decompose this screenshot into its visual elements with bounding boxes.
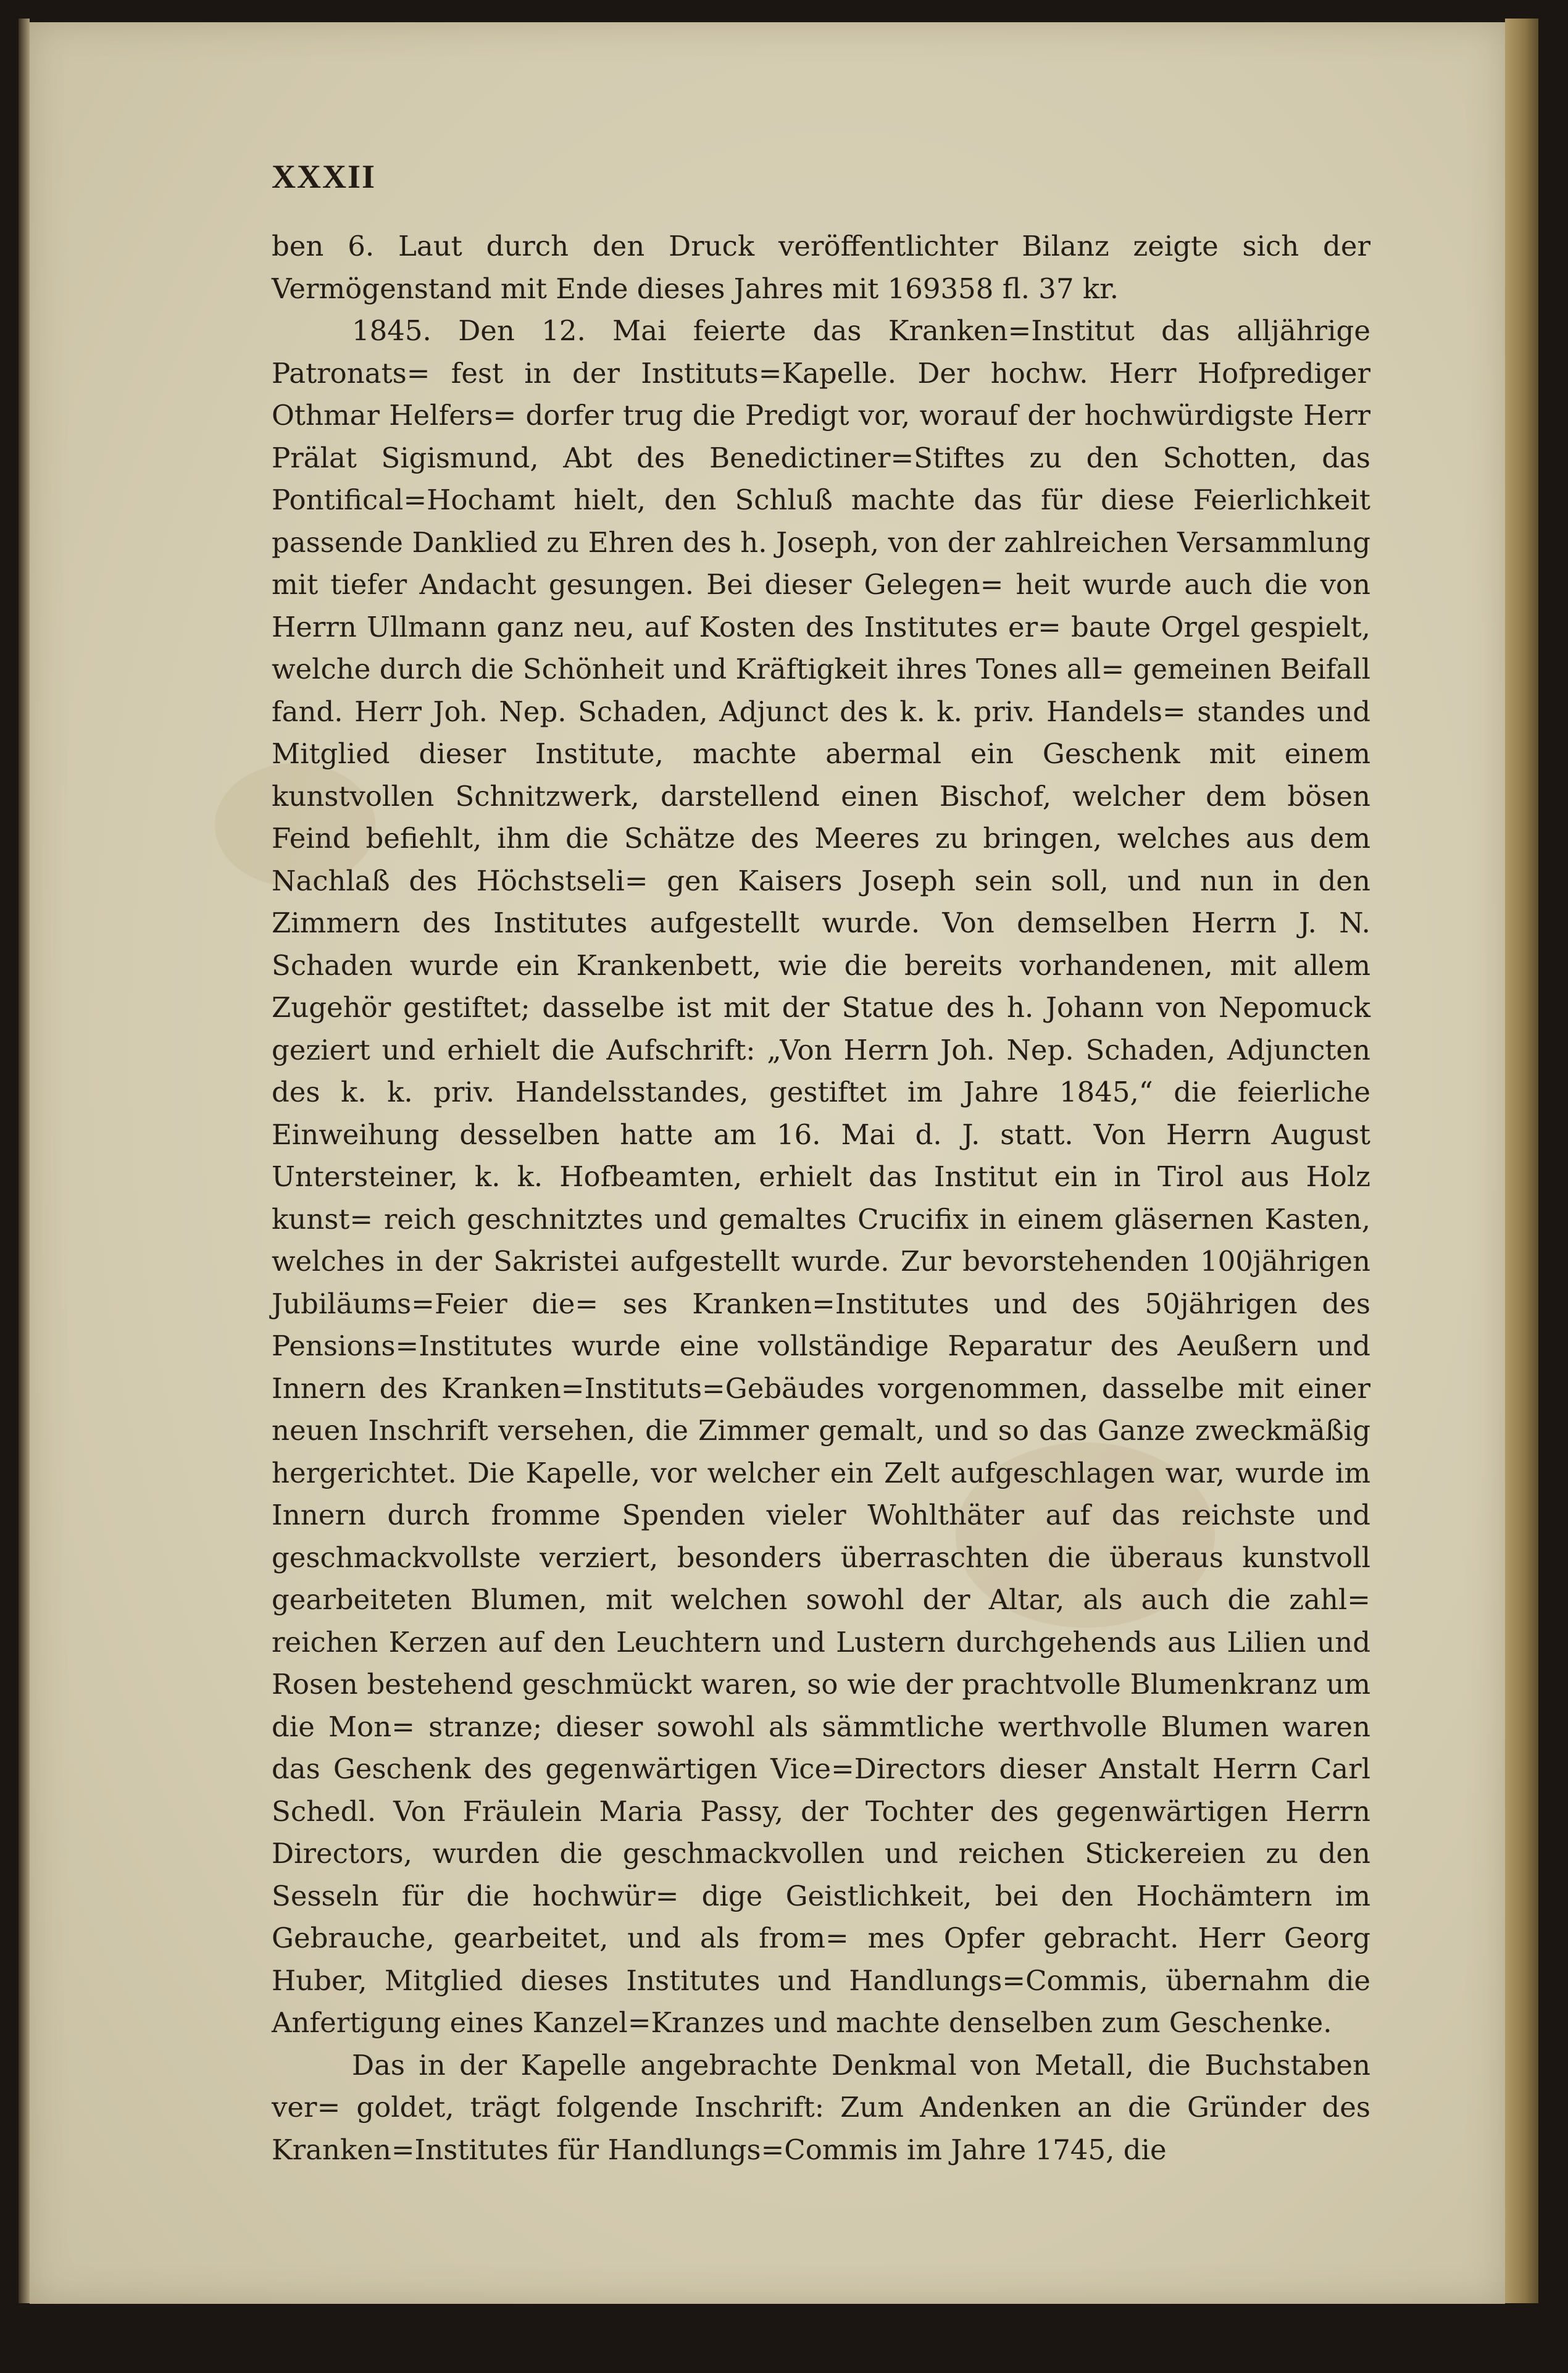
paragraph-1845: 1845. Den 12. Mai feierte das Kranken=Institut das alljährige Patronats= fest in der Instituts=Kapelle. Der hochw. Herr Hofprediger Othmar Helfers= dorfer trug die Predigt vor, worauf der hochwürdigste Herr Prälat Sigismund, Abt des Benedictiner=Stiftes zu den Schotten, das Pontifical=Hochamt hielt, den Schluß machte das für diese Feierlichkeit passende Danklied zu Ehren des h. Joseph, von der zahlreichen Versammlung mit tiefer Andacht gesungen. Bei dieser Gelegen= heit wurde auch die von Herrn Ullmann ganz neu, auf Kosten des Institutes er= baute Orgel gespielt, welche durch die Schönheit und Kräftigkeit ihres Tones all= gemeinen Beifall fand. Herr Joh. Nep. Schaden, Adjunct des k. k. priv. Handels= standes und Mitglied dieser Institute, machte abermal ein Geschenk mit einem kunstvollen Schnitzwerk, darstellend einen Bischof, welcher dem bösen Feind befiehlt, ihm die Schätze des Meeres zu bringen, welches aus dem Nachlaß des Höchstseli= gen Kaisers Joseph sein soll, und nun in den Zimmern des Institutes aufgestellt wurde. Von demselben Herrn J. N. Schaden wurde ein Krankenbett, wie die bereits vorhandenen, mit allem Zugehör gestiftet; dasselbe ist mit der Statue des h. Johann von Nepomuck geziert und erhielt die Aufschrift: „Von Herrn Joh. Nep. Schaden, Adjuncten des k. k. priv. Handelsstandes, gestiftet im Jahre 1845,“ die feierliche Einweihung desselben hatte am 16. Mai d. J. statt. Von Herrn August Untersteiner, k. k. Hofbeamten, erhielt das Institut ein in Tirol aus Holz kunst= reich geschnitztes und gemaltes Crucifix in einem gläsernen Kasten, welches in der Sakristei aufgestellt wurde. Zur bevorstehenden 100jährigen Jubiläums=Feier die= ses Kranken=Institutes und des 50jährigen des Pensions=Institutes wurde eine vollständige Reparatur des Aeußern und Innern des Kranken=Instituts=Gebäudes vorgenommen, dasselbe mit einer neuen Inschrift versehen, die Zimmer gemalt, und so das Ganze zweckmäßig hergerichtet. Die Kapelle, vor welcher ein Zelt aufgeschlagen war, wurde im Innern durch fromme Spenden vieler Wohlthäter auf das reichste und geschmackvollste verziert, besonders überraschten die überaus kunstvoll gearbeiteten Blumen, mit welchen sowohl der Altar, als auch die zahl= reichen Kerzen auf den Leuchtern und Lustern durchgehends aus Lilien und Rosen bestehend geschmückt waren, so wie der prachtvolle Blumenkranz um die Mon= stranze; dieser sowohl als sämmtliche werthvolle Blumen waren das Geschenk des gegenwärtigen Vice=Directors dieser Anstalt Herrn Carl Schedl. Von Fräulein Maria Passy, der Tochter des gegenwärtigen Herrn Directors, wurden die geschmackvollen und reichen Stickereien zu den Sesseln für die hochwür= dige Geistlichkeit, bei den Hochämtern im Gebrauche, gearbeitet, und als from= mes Opfer gebracht. Herr Georg Huber, Mitglied dieses Institutes und Handlungs=Commis, übernahm die Anfertigung eines Kanzel=Kranzes und machte denselben zum Geschenke.: [272, 314, 1370, 2039]
page-number: XXXII: [272, 158, 377, 195]
page-binding-edge: [19, 19, 30, 2303]
paragraph-denkmal: Das in der Kapelle angebrachte Denkmal von Metall, die Buchstaben ver= goldet, trägt folgende Inschrift: Zum Andenken an die Gründer des Kranken=Institutes für Handlungs=Commis im Jahre 1745, die: [272, 2048, 1370, 2166]
body-text: [272, 225, 1370, 2171]
paragraph-continuation: ben 6. Laut durch den Druck veröffentlichter Bilanz zeigte sich der Vermögenstand mit Ende dieses Jahres mit 169358 fl. 37 kr.: [272, 230, 1370, 305]
page-fore-edge: [1505, 19, 1538, 2303]
